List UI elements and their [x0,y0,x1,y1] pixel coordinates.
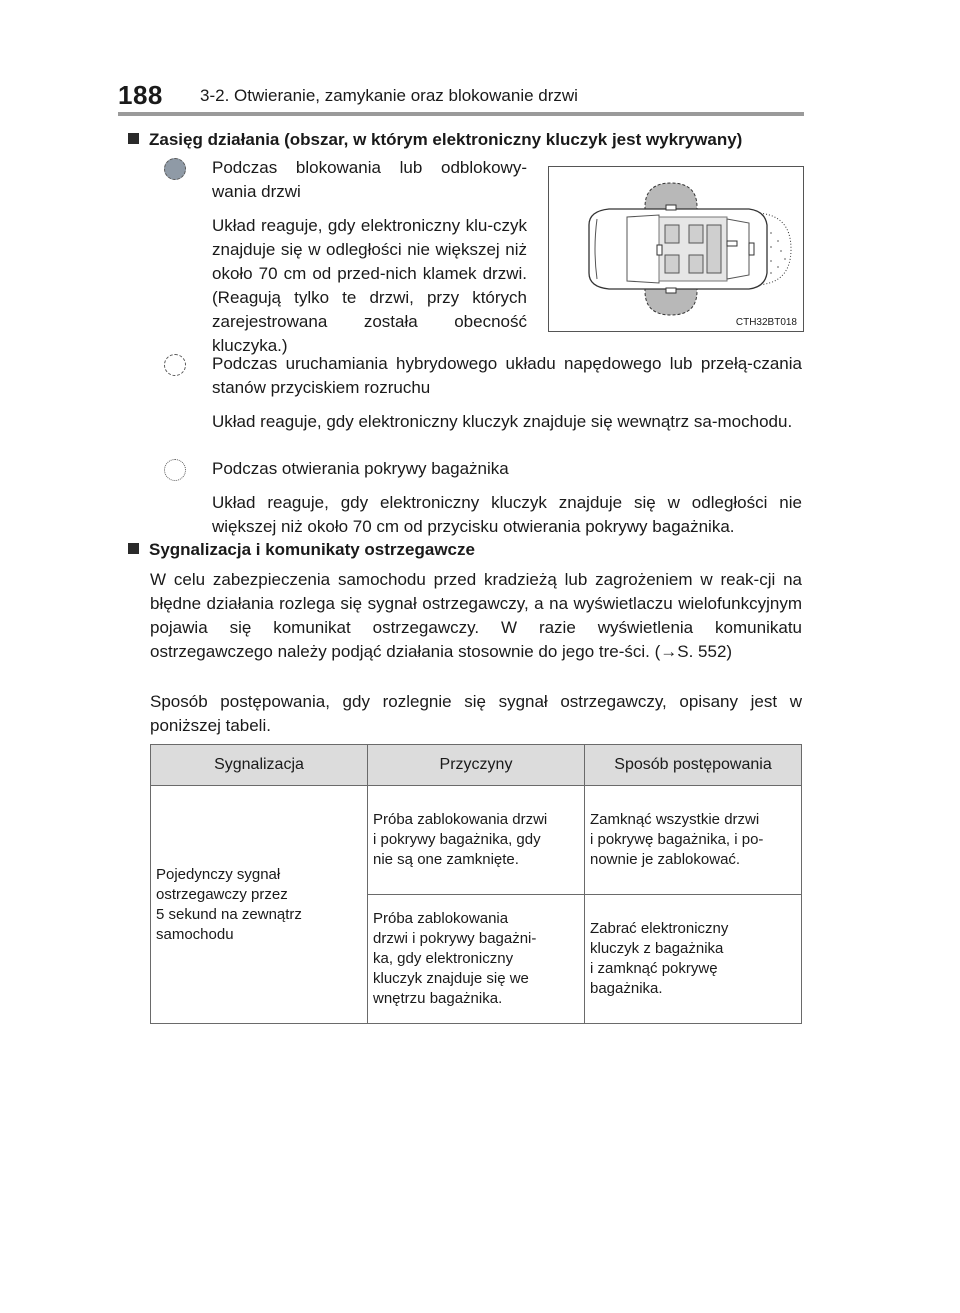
section-title: 3-2. Otwieranie, zamykanie oraz blokowanie drzwi [200,86,578,105]
action-cell-2 [585,895,802,1024]
alarm-heading-text: Sygnalizacja i komunikaty ostrzegawcze [149,540,475,559]
square-bullet-icon [128,543,139,554]
item-2 [212,352,802,434]
header-signal: Sygnalizacja [151,745,368,786]
action-text-2: Zabrać elektroniczny kluczyk z bagażnika i zamknąć pokrywę bagażnika. [590,920,729,997]
header-cause: Przyczyny [368,745,585,786]
zone-filled-bullet-icon [164,158,186,180]
table-header-row [151,745,802,786]
item-2-text: Układ reaguje, gdy elektroniczny kluczyk znajduje się wewnątrz sa-mochodu. [212,412,793,431]
header-rule [118,112,804,116]
cause-cell-1 [368,786,585,895]
alarm-paragraph-1: W celu zabezpieczenia samochodu przed kradzieżą lub zagrożeniem w reak-cji na błędne działania rozlega się sygnał ostrzegawczy, a na wyświetlaczu wielofunkcyjnym pojawia się komunikat ostrzegawczy. W razie wyświetlenia komunikatu ostrzegawczego należy podjąć działania stosownie do jego tre-ści. (→S. 552) [150,570,802,661]
detection-zone-figure [548,166,804,332]
cause-cell-2 [368,895,585,1024]
header-action: Sposób postępowania [585,745,802,786]
zone-outline-bullet-icon [164,354,186,376]
item-3 [212,457,802,539]
car-top-view-diagram [549,167,803,331]
square-bullet-icon [128,133,139,144]
action-text-1: Zamknąć wszystkie drzwi i pokrywę bagażnika, i po- nownie je zablokować. [590,811,764,868]
item-1 [212,156,527,358]
alarm-table [150,744,802,1024]
cause-text-1: Próba zablokowania drzwi i pokrywy bagażnika, gdy nie są one zamknięte. [373,811,548,868]
cause-text-2: Próba zablokowania drzwi i pokrywy bagażni- ka, gdy elektroniczny kluczyk znajduje się we wnętrzu bagażnika. [373,910,537,1007]
action-cell-1 [585,786,802,895]
figure-label: CTH32BT018 [735,317,797,328]
page-number: 188 [118,80,163,110]
item-2-title: Podczas uruchamiania hybrydowego układu napędowego lub przełą-czania stanów przyciskiem rozruchu [212,354,802,397]
item-3-title: Podczas otwierania pokrywy bagażnika [212,459,509,478]
item-3-text: Układ reaguje, gdy elektroniczny kluczyk znajduje się w odległości nie większej niż około 70 cm od przycisku otwierania pokrywy bagażnika. [212,493,802,536]
alarm-heading [128,540,475,560]
table-row [151,786,802,895]
range-heading [128,130,742,150]
signal-text: Pojedynczy sygnał ostrzegawczy przez 5 sekund na zewnątrz samochodu [156,865,302,943]
alarm-paragraph-2: Sposób postępowania, gdy rozlegnie się sygnał ostrzegawczy, opisany jest w poniższej tabeli. [150,692,802,735]
item-1-text: Układ reaguje, gdy elektroniczny klu-czyk znajduje się w odległości nie większej niż około 70 cm od przed-nich klamek drzwi. (Reagują tylko te drzwi, przy których zarejestrowana została obecność kluczyka.) [212,216,527,355]
range-heading-text: Zasięg działania (obszar, w którym elektroniczny kluczyk jest wykrywany) [149,130,743,149]
item-1-title: Podczas blokowania lub odblokowy-wania drzwi [212,158,527,201]
zone-dotted-bullet-icon [164,459,186,481]
signal-cell [151,786,368,1024]
